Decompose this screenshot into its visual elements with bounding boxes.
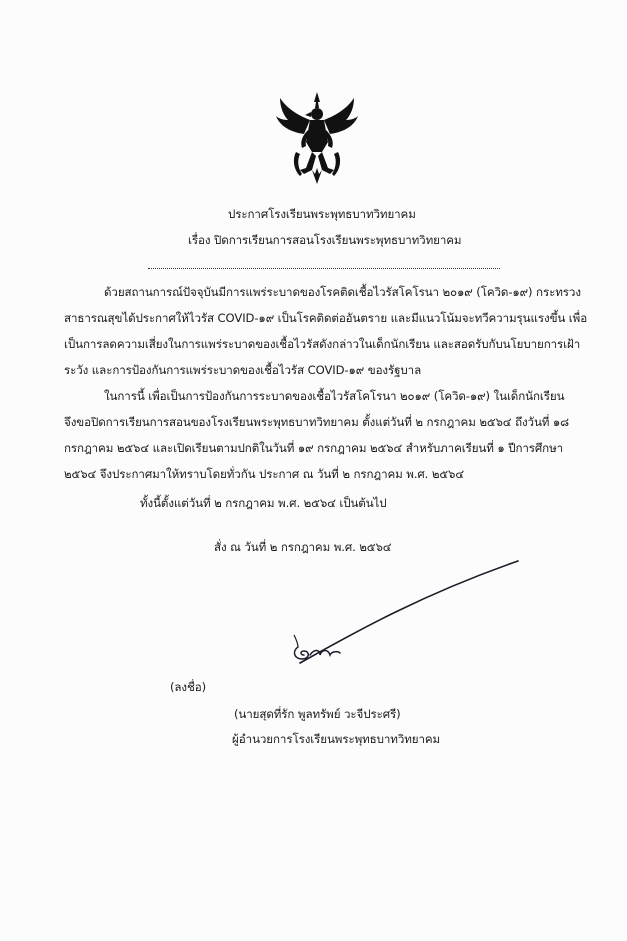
announcement-title: ประกาศโรงเรียนพระพุทธบาทวิทยาคม	[228, 207, 416, 221]
paragraph1-line: ระวัง และการป้องกันการแพร่ระบาดของเชื้อไวรัส COVID-๑๙ ของรัฐบาล	[64, 363, 422, 377]
subject-line: เรื่อง ปิดการเรียนการสอนโรงเรียนพระพุทธบาทวิทยาคม	[188, 233, 462, 247]
signer-name: (นายสุดที่รัก พูลทรัพย์ วะจีประศรี)	[234, 707, 401, 721]
paragraph2-line: ในการนี้ เพื่อเป็นการป้องกันการระบาดของเชื้อไวรัสโคโรนา ๒๐๑๙ (โควิด-๑๙) ในเด็กนักเรียน	[104, 389, 565, 403]
signer-position: ผู้อำนวยการโรงเรียนพระพุทธบาทวิทยาคม	[232, 732, 441, 746]
effective-date-line: ทั้งนี้ตั้งแต่วันที่ ๒ กรกฎาคม พ.ศ. ๒๕๖๔ เป็นต้นไป	[140, 496, 387, 510]
dotted-divider	[148, 268, 500, 269]
paragraph2-line: กรกฎาคม ๒๕๖๔ และเปิดเรียนตามปกติในวันที่ ๑๙ กรกฎาคม ๒๕๖๔ สำหรับภาคเรียนที่ ๑ ปีการศึกษา	[64, 441, 564, 455]
handwritten-signature	[280, 555, 530, 675]
garuda-emblem-icon	[274, 90, 360, 186]
paragraph1-line: สาธารณสุขได้ประกาศให้ไวรัส COVID-๑๙ เป็นโรคติดต่ออันตราย และมีแนวโน้มจะทวีความรุนแรงขึ้น เพื่อ	[64, 311, 588, 325]
paragraph1-line: เป็นการลดความเสี่ยงในการแพร่ระบาดของเชื้อไวรัสดังกล่าวในเด็กนักเรียน และสอดรับกับนโยบายการเฝ้า	[64, 337, 581, 351]
ordered-date-line: สั่ง ณ วันที่ ๒ กรกฎาคม พ.ศ. ๒๕๖๔	[214, 540, 392, 554]
paragraph2-line: จึงขอปิดการเรียนการสอนของโรงเรียนพระพุทธบาทวิทยาคม ตั้งแต่วันที่ ๒ กรกฎาคม ๒๕๖๔ ถึงวันที่ ๑๘	[64, 415, 570, 429]
sign-label: (ลงชื่อ)	[170, 680, 207, 694]
paragraph2-line: ๒๕๖๔ จึงประกาศมาให้ทราบโดยทั่วกัน ประกาศ ณ วันที่ ๒ กรกฎาคม พ.ศ. ๒๕๖๔	[64, 467, 464, 481]
paragraph1-line: ด้วยสถานการณ์ปัจจุบันมีการแพร่ระบาดของโรคติดเชื้อไวรัสโคโรนา ๒๐๑๙ (โควิด-๑๙) กระทรวง	[104, 285, 581, 299]
